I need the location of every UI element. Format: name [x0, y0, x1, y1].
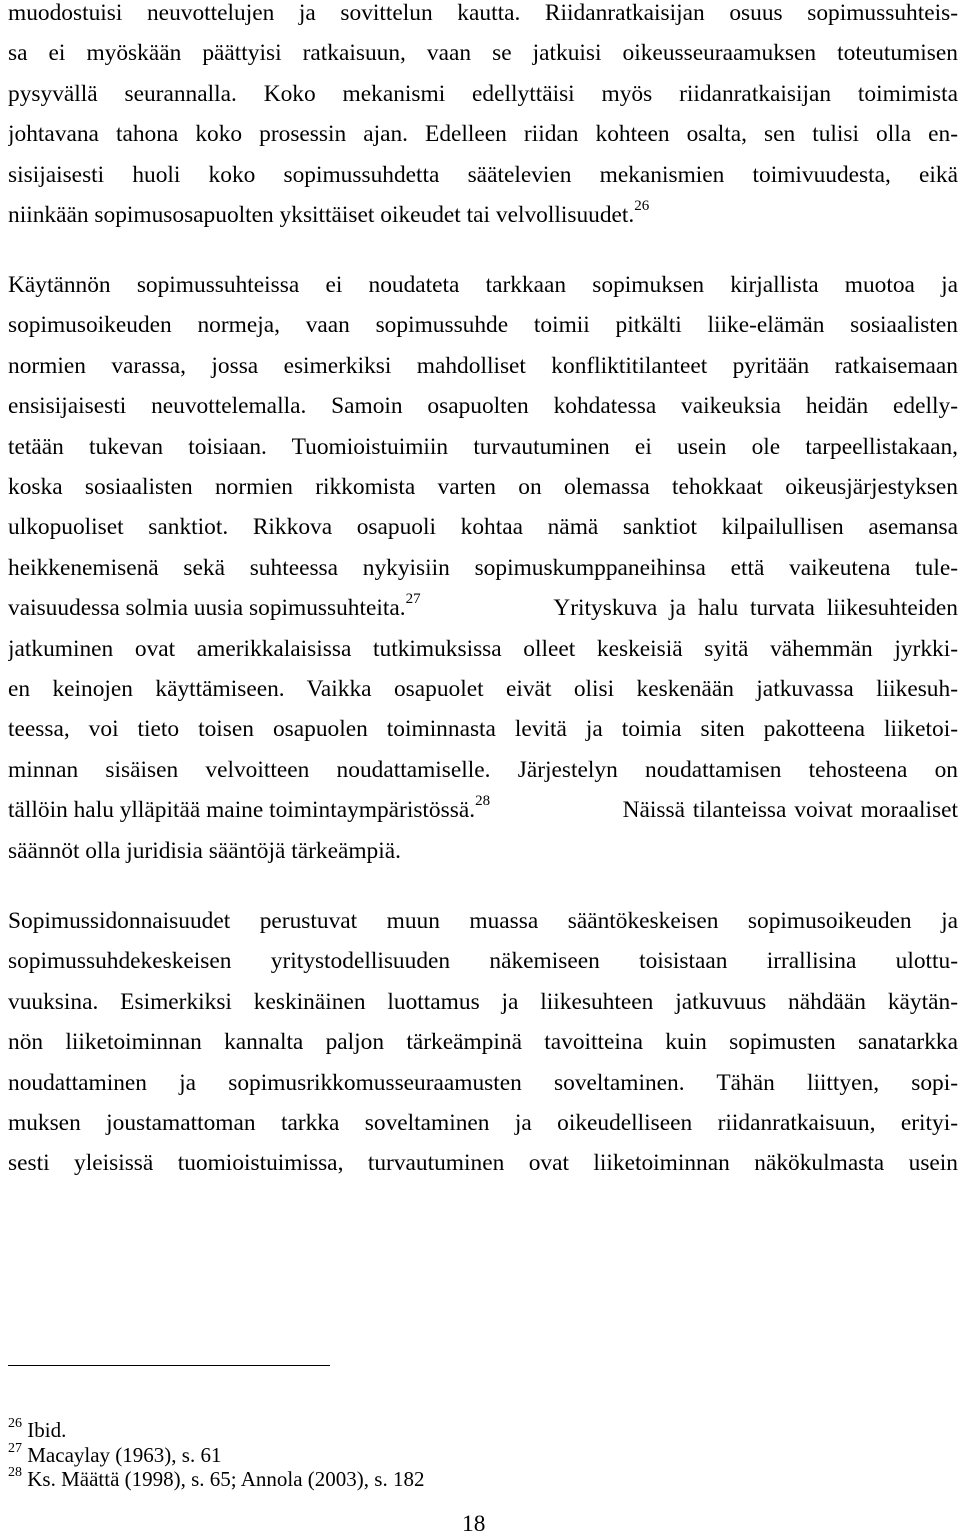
text-line-content	[8, 588, 421, 628]
footnotes	[8, 1418, 424, 1492]
text-segment: Näissä tilanteissa voivat moraaliset	[622, 797, 958, 824]
text-line: vuuksina. Esimerkiksi keskinäinen luottamus ja liikesuhteen jatkuvuus nähdään käytän-	[8, 988, 958, 1015]
text-line: muksen joustamattoman tarkka soveltaminen ja oikeudelliseen riidanratkaisuun, erityi-	[8, 1109, 958, 1136]
text-line	[8, 588, 958, 628]
text-line: sisijaisesti huoli koko sopimussuhdetta säätelevien mekanismien toimivuudesta, eikä	[8, 161, 958, 188]
text-line: johtavana tahona koko prosessin ajan. Edelleen riidan kohteen osalta, sen tulisi olla en-	[8, 121, 958, 148]
footnote-number: 28	[8, 1465, 22, 1480]
text-line: muodostuisi neuvottelujen ja sovittelun kautta. Riidanratkaisijan osuus sopimussuhteis-	[8, 0, 958, 26]
text-line: ulkopuoliset sanktiot. Rikkova osapuoli kohtaa nämä sanktiot kilpailullisen asemansa	[8, 514, 958, 541]
footnote-separator	[8, 1365, 330, 1366]
text-line: en keinojen käyttämiseen. Vaikka osapuolet eivät olisi keskenään jatkuvassa liikesuh-	[8, 675, 958, 702]
text-line: minnan sisäisen velvoitteen noudattamiselle. Järjestelyn noudattamisen tehosteena on	[8, 756, 958, 783]
text-line: koska sosiaalisten normien rikkomista varten on olemassa tehokkaat oikeusjärjestyksen	[8, 473, 958, 500]
page-number: 18	[462, 1511, 486, 1537]
footnote-text: Ks. Määttä (1998), s. 65; Annola (2003), s. 182	[27, 1467, 425, 1491]
text-line: Sopimussidonnaisuudet perustuvat muun muassa sääntökeskeisen sopimusoikeuden ja	[8, 908, 958, 934]
text-line-content: niinkään sopimusosapuolten yksittäiset oikeudet tai velvollisuudet.	[8, 201, 635, 228]
text-line: pysyvällä seurannalla. Koko mekanismi edellyttäisi myös riidanratkaisijan toimimista	[8, 80, 958, 107]
text-line	[8, 195, 958, 235]
text-segment: vaisuudessa solmia uusia sopimussuhteita.	[8, 595, 406, 622]
paragraph-2	[8, 265, 958, 871]
text-line: noudattaminen ja sopimusrikkomusseuraamusten soveltaminen. Tähän liittyen, sopi-	[8, 1069, 958, 1096]
footnote-marker[interactable]: 28	[475, 793, 491, 810]
text-line: teessa, voi tieto toisen osapuolen toiminnasta levitä ja toimia siten pakotteena liiketoi-	[8, 716, 958, 743]
text-line: jatkuminen ovat amerikkalaisissa tutkimuksissa olleet keskeisiä syitä vähemmän jyrkki-	[8, 635, 958, 662]
footnote-text: Ibid.	[27, 1418, 67, 1442]
text-line: tetään tukevan toisiaan. Tuomioistuimiin turvautuminen ei usein ole tarpeellistakaan,	[8, 433, 958, 460]
text-line	[8, 790, 958, 830]
text-line: sesti yleisissä tuomioistuimissa, turvautuminen ovat liiketoiminnan näkökulmasta usein	[8, 1150, 958, 1177]
text-line: ensisijaisesti neuvottelemalla. Samoin osapuolten kohdatessa vaikeuksia heidän edelly-	[8, 393, 958, 420]
paragraph-3	[8, 901, 958, 1184]
text-line: sopimussuhdekeskeisen yritystodellisuuden näkemiseen toisistaan irrallisina ulottu-	[8, 948, 958, 975]
text-line: sa ei myöskään päättyisi ratkaisuun, vaan se jatkuisi oikeusseuraamuksen toteutumisen	[8, 40, 958, 67]
text-line: normien varassa, jossa esimerkiksi mahdolliset konfliktitilanteet pyritään ratkaisemaan	[8, 352, 958, 379]
paragraph-1	[8, 0, 958, 235]
footnote-item	[8, 1467, 424, 1492]
text-line: sopimusoikeuden normeja, vaan sopimussuhde toimii pitkälti liike-elämän sosiaalisten	[8, 312, 958, 339]
text-segment: tällöin halu ylläpitää maine toimintaympäristössä.	[8, 797, 476, 824]
footnote-item	[8, 1418, 424, 1443]
footnote-text: Macaylay (1963), s. 61	[27, 1442, 222, 1467]
text-line: Käytännön sopimussuhteissa ei noudateta tarkkaan sopimuksen kirjallista muotoa ja	[8, 272, 958, 298]
text-line-content	[8, 790, 490, 830]
footnote-number: 26	[8, 1416, 22, 1431]
footnote-number: 27	[8, 1440, 22, 1456]
text-segment: Yrityskuva ja halu turvata liikesuhteiden	[553, 595, 958, 622]
text-line: nön liiketoiminnan kannalta paljon tärkeämpinä tavoitteina kuin sopimusten sanatarkka	[8, 1029, 958, 1056]
footnote-item	[8, 1440, 424, 1468]
footnote-marker[interactable]: 26	[634, 198, 650, 215]
text-line: säännöt olla juridisia sääntöjä tärkeämpiä.	[8, 837, 401, 864]
footnote-marker[interactable]: 27	[405, 591, 421, 608]
text-line: heikkenemisenä sekä suhteessa nykyisiin sopimuskumppaneihinsa että vaikeutena tule-	[8, 554, 958, 581]
